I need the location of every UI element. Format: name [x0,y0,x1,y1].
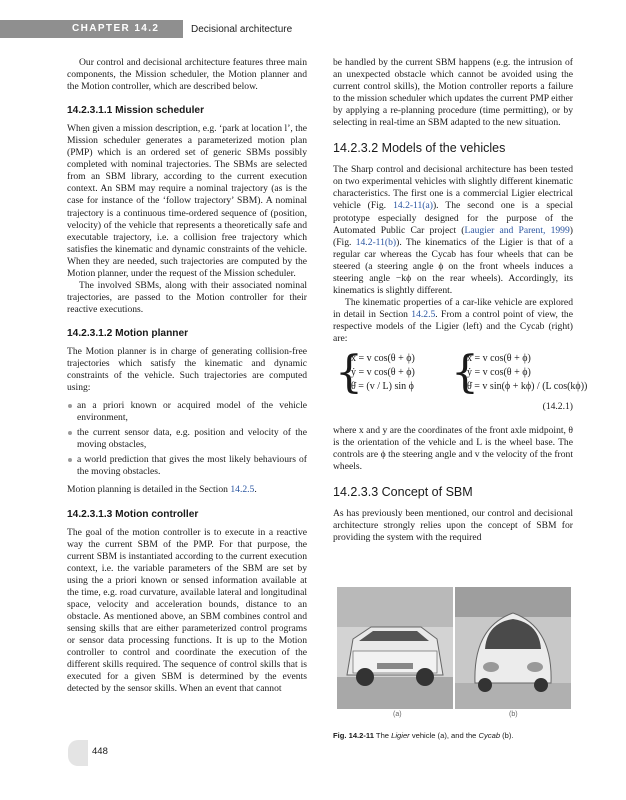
equation-block [333,347,588,419]
text-run: The Sharp control and decisional architecture has been tested on two experimental vehicles with slightly different kinematic characteristics. The first one is a commercial Ligier electrical vehicle (Fig. [333,164,573,212]
ligier-vehicle-image [337,587,453,709]
text-run: . [254,484,257,496]
chapter-label: CHAPTER 14.2 [72,23,160,34]
equation-line: θ̇ = v sin(ϕ + kϕ) / (L cos(kϕ)) [467,381,588,393]
caption-number: Fig. 14.2-11 [333,731,374,740]
section-link[interactable]: 14.2.5 [230,484,255,496]
kinematics-paragraph [333,297,573,345]
text-run: Ligier [391,731,410,740]
text-run: The [373,731,392,740]
citation-link[interactable]: Laugier and Parent, 1999 [464,224,570,236]
section-heading-sbm: 14.2.3.3 Concept of SBM [333,485,473,500]
section-heading-models: 14.2.3.2 Models of the vehicles [333,141,506,156]
mission-scheduler-paragraph: When given a mission description, e.g. ‘park at location l’, the Mission scheduler generates a parameterized motion plan (PMP) which is an ordered set of generic SBMs possibly completed with nominal trajectories. The SBMs are selected from an SBM library, according to the current execution context. An SBM may require a nominal trajectory (as is the case for instance of the ‘follow trajectory’ SBM). A nominal trajectory is a continuous time-ordered sequence of (position, velocity) of the vehicle that represents a theoretically safe and executable trajectory, i.e. a collision free trajectory which satisfies the kinematic and dynamic constraints of the vehicle. When they are needed, such trajectories are computed by the Motion planner, under the request of the Mission scheduler. [67,123,307,279]
running-header [0,0,626,35]
text-run: Motion planning is detailed in the Section [67,484,231,496]
figure-label-a: (a) [393,711,402,718]
list-item: the current sensor data, e.g. position and velocity of the moving obstacles, [67,427,307,451]
section-heading-mission-scheduler: 14.2.3.1.1 Mission scheduler [67,105,205,117]
section-heading-motion-controller: 14.2.3.1.3 Motion controller [67,508,199,520]
right-column [333,57,588,544]
motion-planning-ref-paragraph [67,484,307,496]
sbm-paragraph: The involved SBMs, along with their associated nominal trajectories, are passed to the Motion controller for their reactive executions. [67,279,307,315]
text-run: vehicle (a), and the [409,731,479,740]
text-run: (b). [500,731,514,740]
text-run: . From a control point of view, the respective models of the Ligier (left) and the Cycab (right) are: [333,308,573,344]
brace-icon: { [451,347,479,399]
cycab-photo [455,587,571,709]
ligier-photo [337,587,453,709]
motion-controller-paragraph: The goal of the motion controller is to execute in a reactive way the current SBM of the PMP. For that purpose, the current SBM is instantiated according to the current execution context, i.e. the variable parameters of the SBM are set by using the a priori known or sensed information available at the time, e.g. road curvature, available lateral and longitudinal space, velocity and acceleration bounds, distance to an obstacle. As mentioned above, an SBM combines control and sensing skills that are either parameterized control programs or sensor data processing functions. It is up to the Motion controller to control and coordinate the execution of the different skills required. The sequence of control skills that is executed for a given SBM is determined by the events detected by the sensor skills. When an event that cannot [67,526,307,695]
equation-line: ẏ = v cos(θ + ϕ) [351,367,415,379]
figure-label-b: (b) [509,711,518,718]
motion-planner-paragraph: The Motion planner is in charge of generating collision-free trajectories which satisfy the kinematic and dynamic constraints of the vehicle. Such trajectories are computed using: [67,345,307,394]
cycab-vehicle-image [455,587,571,709]
equation-line: θ̇ = (v / L) sin ϕ [351,381,414,393]
text-run: Cycab [478,731,501,740]
section-heading-motion-planner: 14.2.3.1.2 Motion planner [67,327,189,339]
page-tab [68,740,88,766]
figure-link[interactable]: 14.2-11(a) [393,200,433,212]
page-number: 448 [92,746,108,757]
equation-line: ẋ = v cos(θ + ϕ) [467,353,531,365]
equation-line: ẏ = v cos(θ + ϕ) [467,367,531,379]
vehicles-paragraph [333,164,573,297]
sbm-concept-paragraph: As has previously been mentioned, our control and decisional architecture strongly relies upon the concept of SBM for providing the system with the required [333,508,573,544]
equation-line: ẋ = v cos(θ + ϕ) [351,353,415,365]
list-item: an a priori known or acquired model of the vehicle environment, [67,400,307,424]
list-item: a world prediction that gives the most likely behaviours of the moving obstacles. [67,454,307,478]
continued-paragraph: be handled by the current SBM happens (e.g. the intrusion of an unexpected obstacle which cannot be avoided using the current control skills), the Motion controller reports a failure to the mission scheduler which updates the current PMP either by applying a re-planning procedure (time permitting), or by selecting in real-time an SBM adapted to the new situation. [333,57,573,129]
text-run: The kinematic properties of a car-like vehicle are explored in detail in Section [333,296,573,320]
figure-vehicles [333,587,573,719]
header-title: Decisional architecture [191,24,293,35]
figure-caption [333,731,583,740]
intro-paragraph: Our control and decisional architecture features three main components, the Mission scheduler, the Motion planner and the Motion controller, which are described below. [67,57,307,93]
variables-paragraph: where x and y are the coordinates of the front axle midpoint, θ is the orientation of the vehicle and L is the wheel base. The controls are ϕ the steering angle and v the velocity of the front wheels. [333,425,573,473]
equation-number: (14.2.1) [542,401,573,413]
brace-icon: { [335,347,363,399]
text-run: ) (Fig. [333,224,573,248]
left-column [67,57,307,695]
bullet-list [67,400,307,478]
section-link[interactable]: 14.2.5 [411,308,436,320]
figure-link[interactable]: 14.2-11(b) [355,236,397,248]
text-run: ). The kinematics of the Ligier is that of a regular car whereas the Cycab has four wheels that can be steered (a steering angle ϕ on the front wheels induces a steering angle −kϕ on the rear wheels). Accordingly, its kinematics is slightly different. [333,236,573,296]
text-run: ). The second one is a special prototype especially designed for the purpose of the Automated Public Car project ( [333,200,574,236]
